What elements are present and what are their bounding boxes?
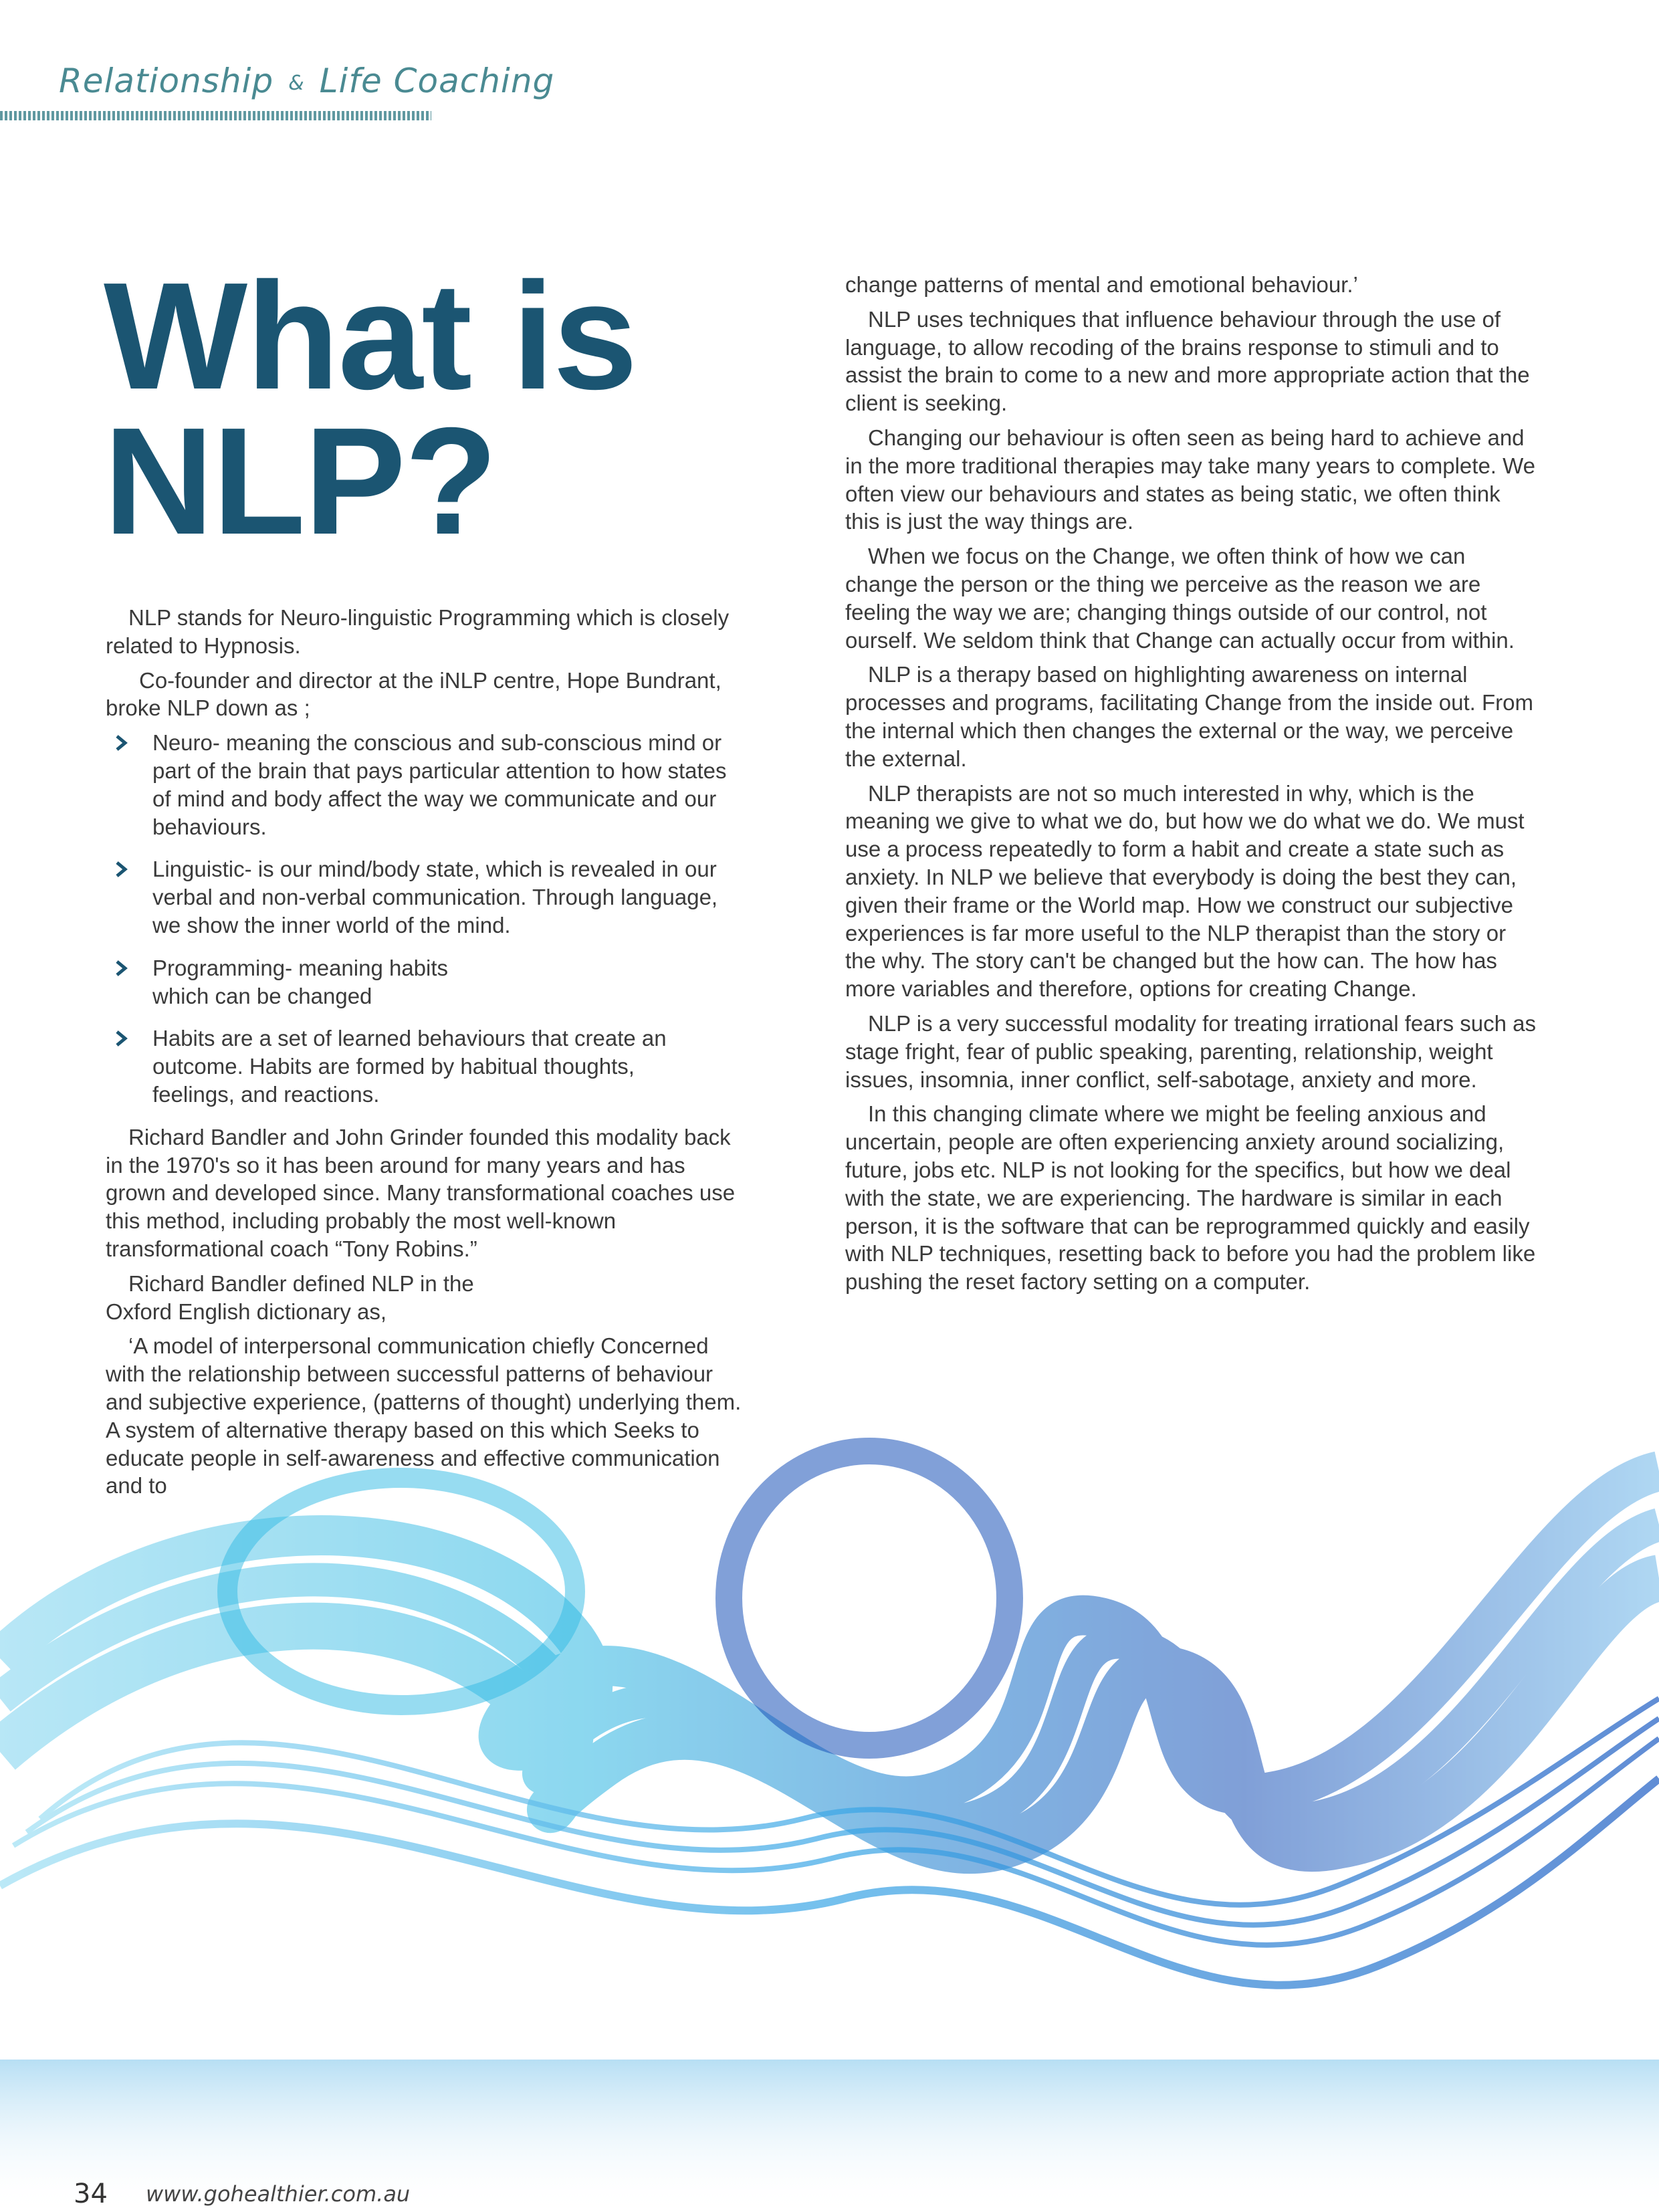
- chevron-right-icon: [115, 1030, 128, 1046]
- page-number: 34: [74, 2179, 108, 2209]
- paragraph: NLP stands for Neuro-linguistic Programming which is closely related to Hypnosis.: [106, 605, 730, 658]
- section-label-amp: &: [288, 72, 305, 95]
- ribbon-artwork: [0, 1418, 1659, 2212]
- list-item: [106, 954, 500, 1010]
- paragraph: NLP uses techniques that influence behaviour through the use of language, to allow recoding of the brains response to stimuli and to assist the brain to come to a new and more appropriate action that the client is seeking.: [845, 306, 1530, 416]
- paragraph: NLP therapists are not so much interested in why, which is the meaning we give to what we do, but how we do what we do. We must use a process repeatedly to form a habit and create a state such as anxiety. In NLP we believe that everybody is doing the best they can, given their frame or the World map. How we construct our subjective experiences is far more useful to the NLP therapist than the story or the why. The story can't be changed but the how can. The how has more variables and therefore, options for creating Change.: [845, 780, 1525, 1002]
- paragraph: Richard Bandler and John Grinder founded this modality back in the 1970's so it has been around for many years and has grown and developed since. Many transformational coaches use this method, including probably the most well-known transformational coach “Tony Robins.”: [106, 1124, 736, 1261]
- chevron-right-icon: [115, 960, 128, 976]
- section-label: [59, 62, 554, 100]
- right-column: [845, 271, 1541, 1303]
- paragraph: NLP is a therapy based on highlighting awareness on internal processes and programs, facilitating Change from the inside out. From the internal which then changes the external or the way, we perceive the external.: [845, 662, 1533, 771]
- paragraph: When we focus on the Change, we often think of how we can change the person or the thing we perceive as the reason we are feeling the way we are; changing things outside of our control, not ourself. We seldom think that Change can actually occur from within.: [845, 544, 1515, 653]
- paragraph: Richard Bandler defined NLP in the Oxford English dictionary as,: [106, 1270, 474, 1324]
- chevron-right-icon: [115, 735, 128, 751]
- footer-url[interactable]: www.gohealthier.com.au: [146, 2181, 411, 2207]
- list-item-text: Programming- meaning habits which can be changed: [152, 955, 449, 1008]
- chevron-right-icon: [115, 861, 128, 877]
- paragraph: Changing our behaviour is often seen as being hard to achieve and in the more traditional therapies may take many years to complete. We often view our behaviours and states as being static, we often think this is just the way things are.: [845, 425, 1536, 534]
- page-title-line-2: NLP?: [104, 396, 497, 566]
- list-item: [106, 729, 748, 841]
- paragraph: ‘A model of interpersonal communication chiefly Concerned with the relationship between successful patterns of behaviour and subjective experience, (patterns of thought) underlying them. A system of alternative therapy based on this which Seeks to educate people in self-awareness and effective communication and to: [106, 1333, 742, 1499]
- header-rule: [0, 111, 431, 120]
- bullet-list: [106, 729, 748, 1109]
- list-item: [106, 1024, 674, 1108]
- page-title-line-1: What is: [104, 251, 637, 421]
- list-item-text: Neuro- meaning the conscious and sub-conscious mind or part of the brain that pays particular attention to how states of mind and body affect the way we communicate and our behaviours.: [152, 730, 727, 839]
- list-item-text: Habits are a set of learned behaviours that create an outcome. Habits are formed by habitual thoughts, feelings, and reactions.: [152, 1026, 667, 1107]
- page-title: [104, 251, 637, 566]
- section-label-left: Relationship: [59, 62, 274, 100]
- list-item: [106, 855, 748, 939]
- left-column: [106, 604, 748, 1507]
- paragraph: NLP is a very successful modality for treating irrational fears such as stage fright, fear of public speaking, parenting, relationship, weight issues, insomnia, inner conflict, self-sabotage, anxiety and more.: [845, 1010, 1536, 1092]
- paragraph: change patterns of mental and emotional behaviour.’: [845, 272, 1358, 297]
- list-item-text: Linguistic- is our mind/body state, which is revealed in our verbal and non-verbal communication. Through language, we show the inner world of the mind.: [152, 857, 718, 937]
- section-label-right: Life Coaching: [319, 62, 555, 100]
- paragraph: In this changing climate where we might be feeling anxious and uncertain, people are often experiencing anxiety around socializing, future, jobs etc. NLP is not looking for the specifics, but how we deal with the state, we are experiencing. The hardware is similar in each person, it is the software that can be reprogrammed quickly and easily with NLP techniques, resetting back to before you had the problem like pushing the reset factory setting on a computer.: [845, 1101, 1536, 1295]
- paragraph: Co-founder and director at the iNLP centre, Hope Bundrant, broke NLP down as ;: [106, 667, 722, 721]
